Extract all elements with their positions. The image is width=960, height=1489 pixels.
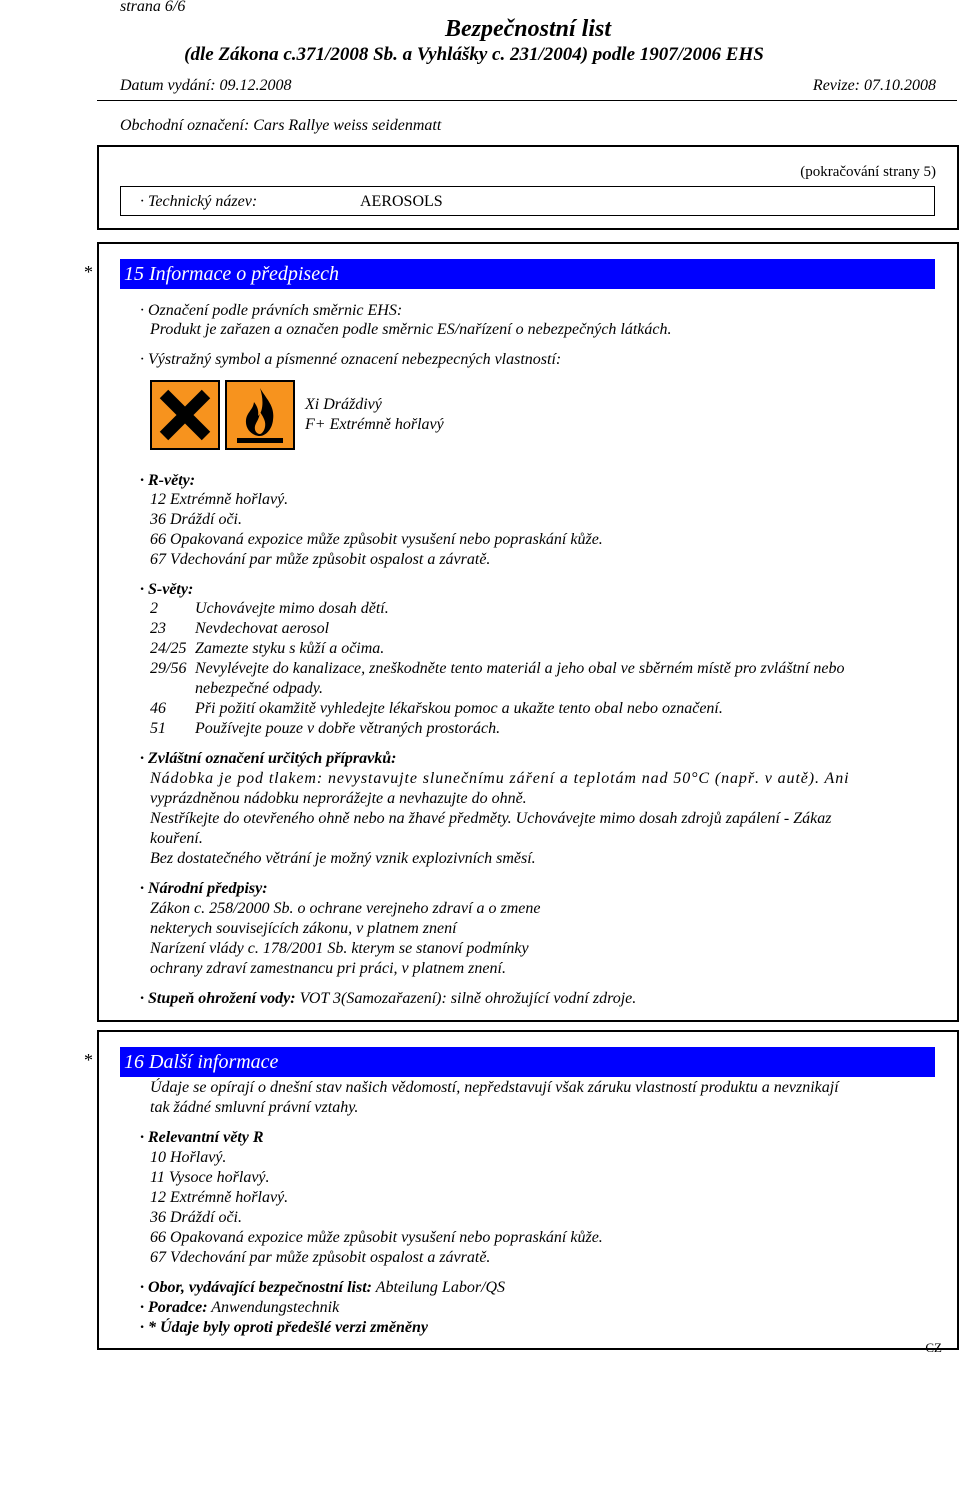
special-text: vyprázdněnou nádobku neprorážejte a nevhazujte do ohně. [150,790,527,807]
r-phrase: 67 Vdechování par může způsobit ospalost a závratě. [150,551,491,568]
document-title: Bezpečnostní list [444,16,612,42]
special-text: Bez dostatečného větrání je možný vznik explozivních směsí. [150,850,536,867]
special-text: Nádobka je pod tlakem: nevystavujte slunečnímu záření a teplotám nad 50°C (např. v autě). Ani [150,770,850,787]
r-phrase: 66 Opakovaná expozice může způsobit vysušení nebo popraskání kůže. [150,531,603,548]
r-phrase: 36 Dráždí oči. [150,511,242,528]
section-15-title: 15 Informace o předpisech [120,259,935,289]
advisor-label: · Poradce: [140,1299,208,1316]
r-phrase: 12 Extrémně hořlavý. [150,491,289,508]
disclaimer-text: Údaje se opírají o dnešní stav našich vědomostí, nepředstavují však záruku vlastností produktu a nevznikají [150,1079,839,1096]
issuer-label: · Obor, vydávající bezpečnostní list: [140,1279,372,1296]
s-text: Nevdechovat aerosol [195,620,330,637]
section-16-title: 16 Další informace [120,1047,935,1077]
advisor-value: Anwendungstechnik [211,1299,340,1316]
r-phrases-label: · R-věty: [140,472,196,489]
hazard-xi: Xi Dráždivý [305,396,382,413]
flame-flammable-icon [225,380,295,450]
issuer-line [140,1279,505,1297]
document-subtitle: (dle Zákona c.371/2008 Sb. a Vyhlášky c. 231/2004) podle 1907/2006 EHS [184,44,764,65]
s-text: Zamezte styku s kůží a očima. [195,640,385,657]
relevant-r-phrase: 67 Vdechování par může způsobit ospalost a závratě. [150,1249,491,1266]
page-number: strana 6/6 [120,0,186,15]
relevant-r-label: · Relevantní věty R [140,1129,264,1146]
marking-label: · Označení podle právních směrnic EHS: [140,302,403,319]
water-hazard-label: · Stupeň ohrožení vody: [140,990,296,1007]
continuation-note: (pokračování strany 5) [800,164,936,180]
tech-name-label: · Technický název: [140,193,258,210]
national-text: Narízení vlády c. 178/2001 Sb. kterym se stanoví podmínky [150,940,529,957]
national-text: ochrany zdraví zamestnancu pri práci, v platnem znení. [150,960,506,977]
water-hazard-value: VOT 3(Samozařazení): silně ohrožující vodní zdroje. [299,990,637,1007]
s-code: 24/25 [150,640,187,657]
s-phrases-label: · S-věty: [140,581,194,598]
s-code: 51 [150,720,166,737]
s-text: Nevylévejte do kanalizace, zneškodněte tento materiál a jeho obal ve sběrném místě pro zvláštní nebo [195,660,845,677]
relevant-r-phrase: 12 Extrémně hořlavý. [150,1189,289,1206]
disclaimer-text: tak žádné smluvní právní vztahy. [150,1099,359,1116]
national-text: Zákon c. 258/2000 Sb. o ochrane verejneho zdraví a o zmene [150,900,541,917]
relevant-r-phrase: 36 Dráždí oči. [150,1209,242,1226]
header-rule [97,100,957,101]
issue-date: Datum vydání: 09.12.2008 [120,77,292,94]
relevant-r-phrase: 10 Hořlavý. [150,1149,227,1166]
s-text: nebezpečné odpady. [195,680,323,697]
s-code: 29/56 [150,660,187,677]
special-text: kouření. [150,830,203,847]
issuer-value: Abteilung Labor/QS [375,1279,506,1296]
water-hazard [140,990,636,1008]
special-text: Nestříkejte do otevřeného ohně nebo na žhavé předměty. Uchovávejte mimo dosah zdrojů zapálení - Zákaz [150,810,832,827]
s-text: Uchovávejte mimo dosah dětí. [195,600,389,617]
trade-name: Obchodní označení: Cars Rallye weiss seidenmatt [120,117,442,134]
advisor-line [140,1299,339,1317]
national-label: · Národní předpisy: [140,880,268,897]
xi-irritant-icon [150,380,220,450]
s-code: 46 [150,700,166,717]
changed-marker: * [84,262,93,282]
changed-note: · * Údaje byly oproti předešlé verzi změněny [140,1319,428,1336]
s-code: 23 [150,620,166,637]
symbol-label: · Výstražný symbol a písmenné oznacení nebezpecných vlastností: [140,351,562,368]
revision-date: Revize: 07.10.2008 [812,77,936,94]
s-code: 2 [150,600,158,617]
national-text: nekterych souvisejících zákonu, v platnem znení [150,920,457,937]
s-text: Při požití okamžitě vyhledejte lékařskou pomoc a ukažte tento obal nebo označení. [195,700,723,717]
relevant-r-phrase: 66 Opakovaná expozice může způsobit vysušení nebo popraskání kůže. [150,1229,603,1246]
changed-marker: * [84,1050,93,1070]
language-code: CZ [925,1340,942,1355]
special-label: · Zvláštní označení určitých přípravků: [140,750,397,767]
marking-text: Produkt je zařazen a označen podle směrnic ES/nařízení o nebezpečných látkách. [150,321,672,338]
s-text: Používejte pouze v dobře větraných prostorách. [195,720,501,737]
tech-name-value: AEROSOLS [360,193,443,210]
hazard-f-plus: F+ Extrémně hořlavý [305,416,444,433]
relevant-r-phrase: 11 Vysoce hořlavý. [150,1169,270,1186]
